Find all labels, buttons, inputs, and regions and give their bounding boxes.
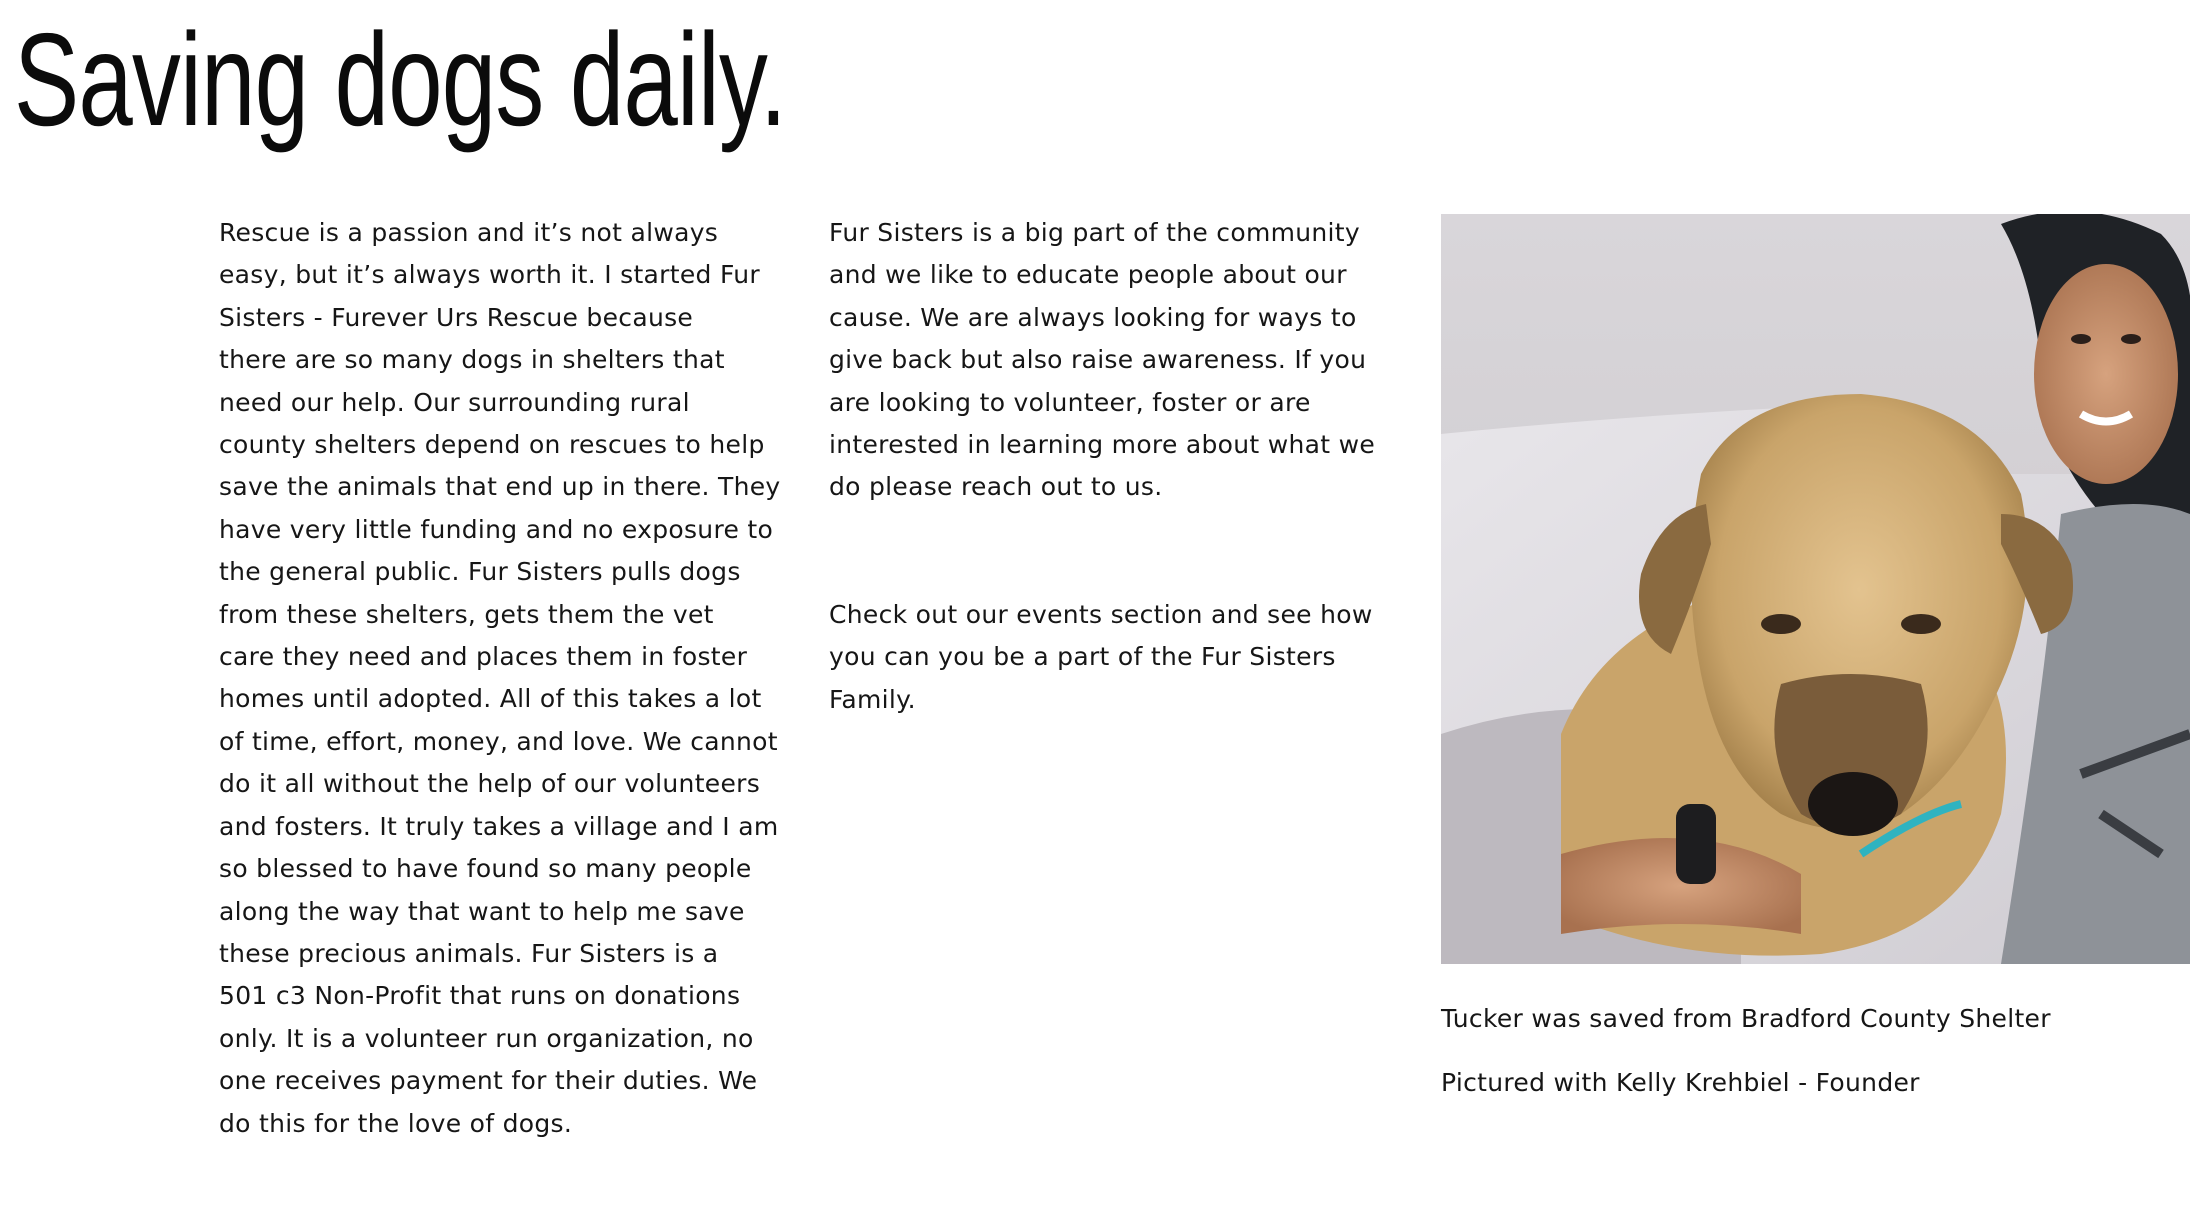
community-paragraph: Fur Sisters is a big part of the community and we like to educate people about our cause. We are always looking for ways to give back but also raise awareness. If you are looking to volunteer, foster or are interested in learning more about what we do please reach out to us.: [829, 218, 1376, 502]
photo-caption-founder: Pictured with Kelly Krehbiel - Founder: [1441, 1068, 1920, 1097]
events-paragraph: Check out our events section and see how you can you be a part of the Fur Sisters Family.: [829, 599, 1373, 714]
rescue-story-paragraph: Rescue is a passion and it’s not always easy, but it’s always worth it. I started Fur Sisters - Furever Urs Rescue because there are so many dogs in shelters that need our help. Our surrounding rural county shelters depend on rescues to help save the animals that end up in there. They have very little funding and no exposure to the general public. Fur Sisters pulls dogs from these shelters, gets them the vet care they need and places them in foster homes until adopted. All of this takes a lot of time, effort, money, and love. We cannot do it all without the help of our volunteers and fosters. It truly takes a village and I am so blessed to have found so many people along the way that want to help me save these precious animals. Fur Sisters is a 501 c3 Non-Profit that runs on donations only. It is a volunteer run organization, no one receives payment for their duties. We do this for the love of dogs.: [219, 218, 781, 1138]
page-title: Saving dogs daily.: [14, 6, 787, 153]
photo-caption-saved: Tucker was saved from Bradford County Shelter: [1441, 1004, 2051, 1033]
about-column-left: [219, 212, 819, 1145]
about-column-middle: [829, 212, 1429, 721]
tucker-photo: [1441, 214, 2190, 964]
